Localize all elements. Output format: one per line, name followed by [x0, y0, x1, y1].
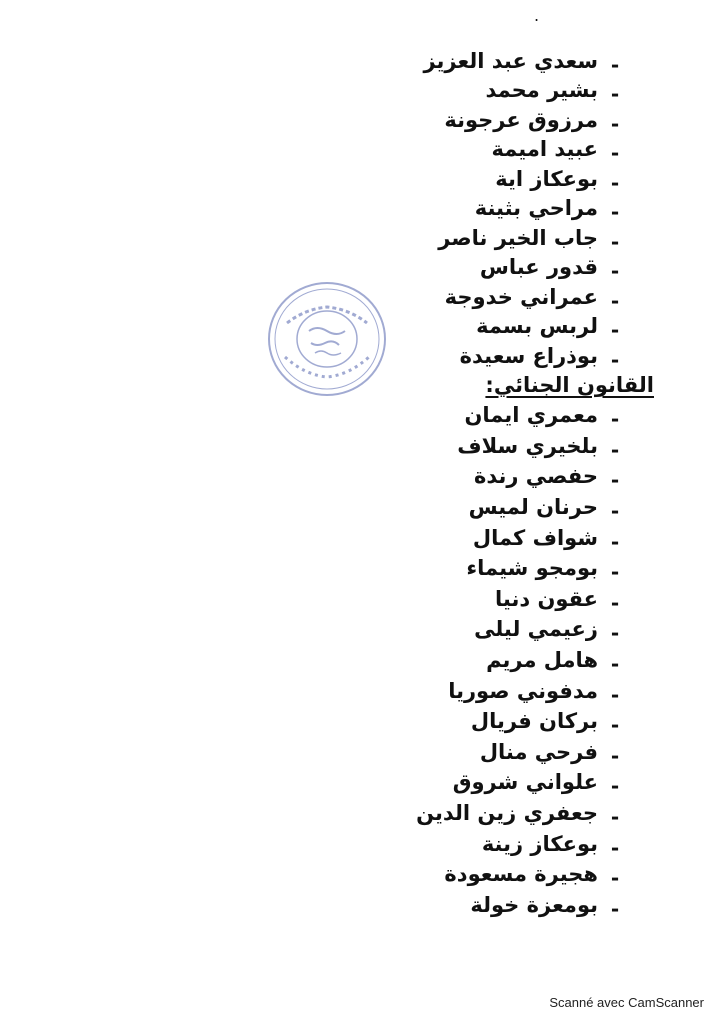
- person-name: عبيد اميمة: [491, 137, 598, 162]
- list-marker: -: [610, 499, 620, 524]
- list-marker: -: [610, 170, 620, 195]
- list-marker: -: [610, 621, 620, 646]
- person-name: بوعكاز اية: [495, 166, 598, 191]
- person-name: جعفري زين الدين: [416, 801, 598, 826]
- person-name: مرزوق عرجونة: [444, 107, 598, 132]
- list-item: [416, 431, 628, 462]
- list-item: [416, 492, 628, 523]
- person-name: فرحي منال: [479, 739, 598, 764]
- person-name: جاب الخير ناصر: [438, 225, 598, 250]
- list-marker: -: [610, 347, 620, 372]
- person-name: بلخيري سلاف: [457, 433, 598, 458]
- person-name: حفصي رندة: [473, 464, 598, 489]
- list-item: [416, 400, 628, 431]
- list-item: [416, 706, 628, 737]
- list-item: [416, 798, 628, 829]
- person-name: مراحي بثينة: [474, 196, 598, 221]
- list-marker: -: [610, 866, 620, 891]
- list-marker: -: [610, 318, 620, 343]
- person-name: بوذراع سعيدة: [459, 343, 598, 368]
- scanner-watermark: Scanné avec CamScanner: [549, 995, 704, 1010]
- list-marker: -: [610, 652, 620, 677]
- list-item: [416, 522, 628, 553]
- list-marker: -: [610, 590, 620, 615]
- list-marker: -: [610, 713, 620, 738]
- person-name: هجيرة مسعودة: [444, 862, 598, 887]
- list-marker: -: [610, 288, 620, 313]
- list-marker: -: [610, 682, 620, 707]
- person-name: بومجو شيماء: [466, 556, 598, 581]
- list-marker: -: [610, 200, 620, 225]
- person-name: عمراني خدوجة: [444, 284, 598, 309]
- list-marker: -: [610, 743, 620, 768]
- list-item: [416, 282, 628, 312]
- list-item: [416, 164, 628, 194]
- name-group-1: [416, 46, 628, 371]
- list-item: [416, 614, 628, 645]
- person-name: شواف كمال: [472, 525, 598, 550]
- list-marker: -: [610, 835, 620, 860]
- person-name: معمري ايمان: [464, 403, 598, 428]
- list-marker: -: [610, 259, 620, 284]
- person-name: بومعزة خولة: [470, 892, 598, 917]
- person-name: بوعكاز زينة: [481, 831, 598, 856]
- list-marker: -: [610, 774, 620, 799]
- list-item: [416, 675, 628, 706]
- list-item: [416, 553, 628, 584]
- list-item: [416, 76, 628, 106]
- name-group-2: [416, 400, 628, 920]
- list-item: [416, 645, 628, 676]
- list-item: [416, 253, 628, 283]
- list-item: [416, 312, 628, 342]
- list-marker: -: [610, 560, 620, 585]
- list-marker: -: [610, 437, 620, 462]
- top-mark: .: [534, 6, 540, 25]
- list-item: [416, 105, 628, 135]
- person-name: عقون دنيا: [495, 586, 598, 611]
- list-marker: -: [610, 896, 620, 921]
- list-item: [416, 46, 628, 76]
- person-name: بركان فريال: [470, 709, 598, 734]
- person-name: سعدي عبد العزيز: [423, 48, 598, 73]
- person-name: مدفوني صوريا: [448, 678, 598, 703]
- person-name: حرنان لميس: [468, 495, 598, 520]
- person-name: بشير محمد: [485, 78, 598, 103]
- list-item: [416, 890, 628, 921]
- list-item: [416, 194, 628, 224]
- list-item: [416, 341, 628, 371]
- list-item: [416, 135, 628, 165]
- person-name: قدور عباس: [479, 255, 598, 280]
- person-name: هامل مريم: [486, 648, 598, 673]
- list-item: [416, 828, 628, 859]
- list-item: [416, 859, 628, 890]
- list-item: [416, 737, 628, 768]
- list-marker: -: [610, 407, 620, 432]
- list-marker: -: [610, 805, 620, 830]
- person-name: لربس بسمة: [476, 314, 598, 339]
- person-name: زعيمي ليلى: [474, 617, 598, 642]
- list-marker: -: [610, 52, 620, 77]
- list-item: [416, 461, 628, 492]
- list-item: [416, 584, 628, 615]
- section-heading-criminal-law: القانون الجنائي:: [485, 373, 654, 398]
- list-marker: -: [610, 111, 620, 136]
- list-item: [416, 767, 628, 798]
- list-marker: -: [610, 82, 620, 107]
- list-marker: -: [610, 229, 620, 254]
- list-marker: -: [610, 529, 620, 554]
- list-marker: -: [610, 468, 620, 493]
- list-item: [416, 223, 628, 253]
- list-marker: -: [610, 141, 620, 166]
- institution-stamp-seal: [265, 279, 389, 399]
- person-name: علواني شروق: [452, 770, 598, 795]
- name-list: [416, 46, 654, 921]
